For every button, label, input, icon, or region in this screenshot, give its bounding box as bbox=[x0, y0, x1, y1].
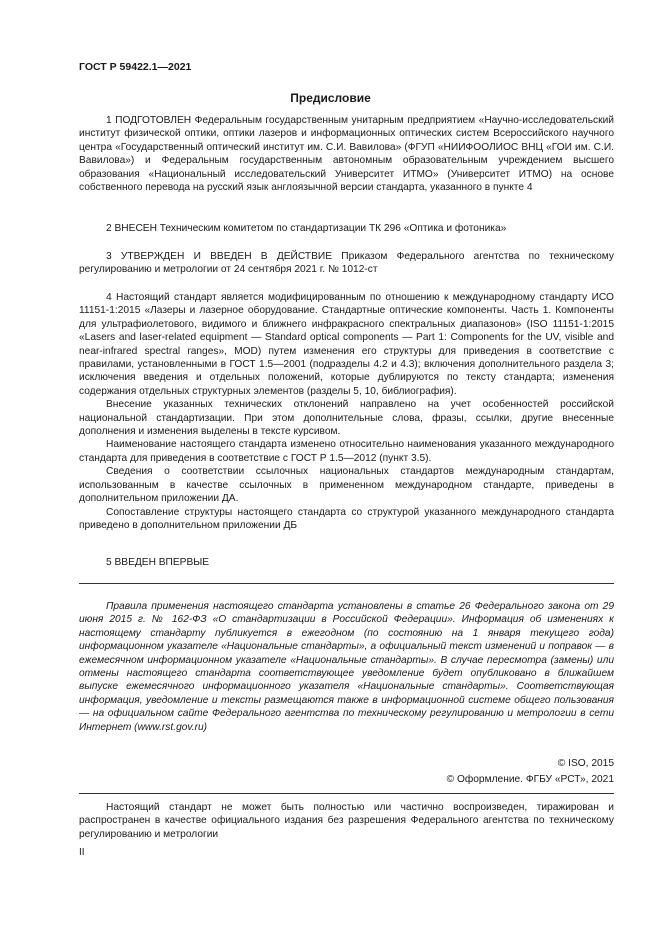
reproduction-notice bbox=[79, 801, 614, 841]
divider bbox=[79, 583, 614, 584]
section-4-paragraph: Сведения о соответствии ссылочных национальных стандартов международным стандартам, использованным в качестве ссылочных в примененном международном стандарте, приведены в дополнительном приложении ДА. bbox=[79, 466, 614, 505]
page-title: Предисловие bbox=[290, 91, 371, 105]
page-number: II bbox=[79, 847, 85, 858]
section-5 bbox=[79, 556, 614, 569]
section-2 bbox=[79, 222, 614, 235]
section-4-paragraph: Сопоставление структуры настоящего стандарта со структурой указанного международного стандарта приведено в дополнительном приложении ДБ bbox=[79, 506, 614, 531]
section-2-text: 2 ВНЕСЕН Техническим комитетом по стандартизации ТК 296 «Оптика и фотоника» bbox=[106, 223, 507, 234]
document-code: ГОСТ Р 59422.1—2021 bbox=[79, 61, 192, 73]
section-4 bbox=[79, 291, 614, 532]
section-1-text: 1 ПОДГОТОВЛЕН Федеральным государственным унитарным предприятием «Научно-исследовательский институт физической оптики, оптики лазеров и информационных оптических систем Всероссийского научного центра «Государственный оптический институт им. С.И. Вавилова» (ФГУП «НИИФООЛИОС ВНЦ «ГОИ им. С.И. Вавилова») и Федеральным государственным автономным образовательным учреждением высшего образования «Национальный исследовательский Университет ИТМО» (Университет ИТМО) на основе собственного перевода на русский язык англоязычной версии стандарта, указанного в пункте 4 bbox=[79, 115, 614, 194]
section-1 bbox=[79, 114, 614, 194]
divider bbox=[79, 793, 614, 794]
section-4-paragraph: Внесение указанных технических отклонений направлено на учет особенностей российской национальной стандартизации. При этом дополнительные слова, фразы, ссылки, другие внесенные дополнения и изменения выделены в тексте курсивом. bbox=[79, 399, 614, 438]
section-3 bbox=[79, 250, 614, 277]
reproduction-text: Настоящий стандарт не может быть полностью или частично воспроизведен, тиражирован и распространен в качестве официального издания без разрешения Федерального агентства по техническому регулированию и метрологии bbox=[79, 802, 614, 840]
copyright-iso: © ISO, 2015 bbox=[557, 758, 614, 769]
section-5-text: 5 ВВЕДЕН ВПЕРВЫЕ bbox=[106, 557, 210, 568]
copyright-design: © Оформление. ФГБУ «РСТ», 2021 bbox=[446, 774, 614, 785]
section-4-paragraph: Наименование настоящего стандарта изменено относительно наименования указанного международного стандарта для приведения в соответствие с ГОСТ Р 1.5—2012 (пункт 3.5). bbox=[79, 439, 614, 464]
notice-text: Правила применения настоящего стандарта установлены в статье 26 Федерального закона от 29 июня 2015 г. № 162-ФЗ «О стандартизации в Российской Федерации». Информация об изменениях к настоящему стандарту публикуется в ежегодном (по состоянию на 1 января текущего года) информационном указателе «Национальные стандарты», а официальный текст изменений и поправок — в ежемесячном информационном указателе «Национальные стандарты». В случае пересмотра (замены) или отмены настоящего стандарта соответствующее уведомление будет опубликовано в ближайшем выпуске ежемесячного информационного указателя «Национальные стандарты». Соответствующая информация, уведомление и тексты размещаются также в информационной системе общего пользования — на официальном сайте Федерального агентства по техническому регулированию и метрологии в сети Интернет (www.rst.gov.ru) bbox=[79, 601, 614, 733]
section-3-text: 3 УТВЕРЖДЕН И ВВЕДЕН В ДЕЙСТВИЕ Приказом Федерального агентства по техническому регулированию и метрологии от 24 сентября 2021 г. № 1012-ст bbox=[79, 251, 614, 276]
section-4-paragraph: 4 Настоящий стандарт является модифицированным по отношению к международному стандарту ИСО 11151-1:2015 «Лазеры и лазерное оборудование. Стандартные оптические компоненты. Часть 1. Компоненты для ультрафиолетового, видимого и ближнего инфракрасного спектральных диапазонов» (ISO 11151-1:2015 «Lasers and laser-related equipment — Standard optical components — Part 1: Components for the UV, visible and near-infrared spectral ranges», MOD) путем изменения его структуры для приведения в соответствие с правилами, установленными в ГОСТ 1.5—2001 (подразделы 4.2 и 4.3); включения дополнительного раздела 3; исключения введения и отдельных положений, которые дублируются по тексту стандарта; изменения содержания отдельных структурных элементов (разделы 5, 10, библиография). bbox=[79, 292, 614, 397]
notice-block bbox=[79, 600, 614, 734]
